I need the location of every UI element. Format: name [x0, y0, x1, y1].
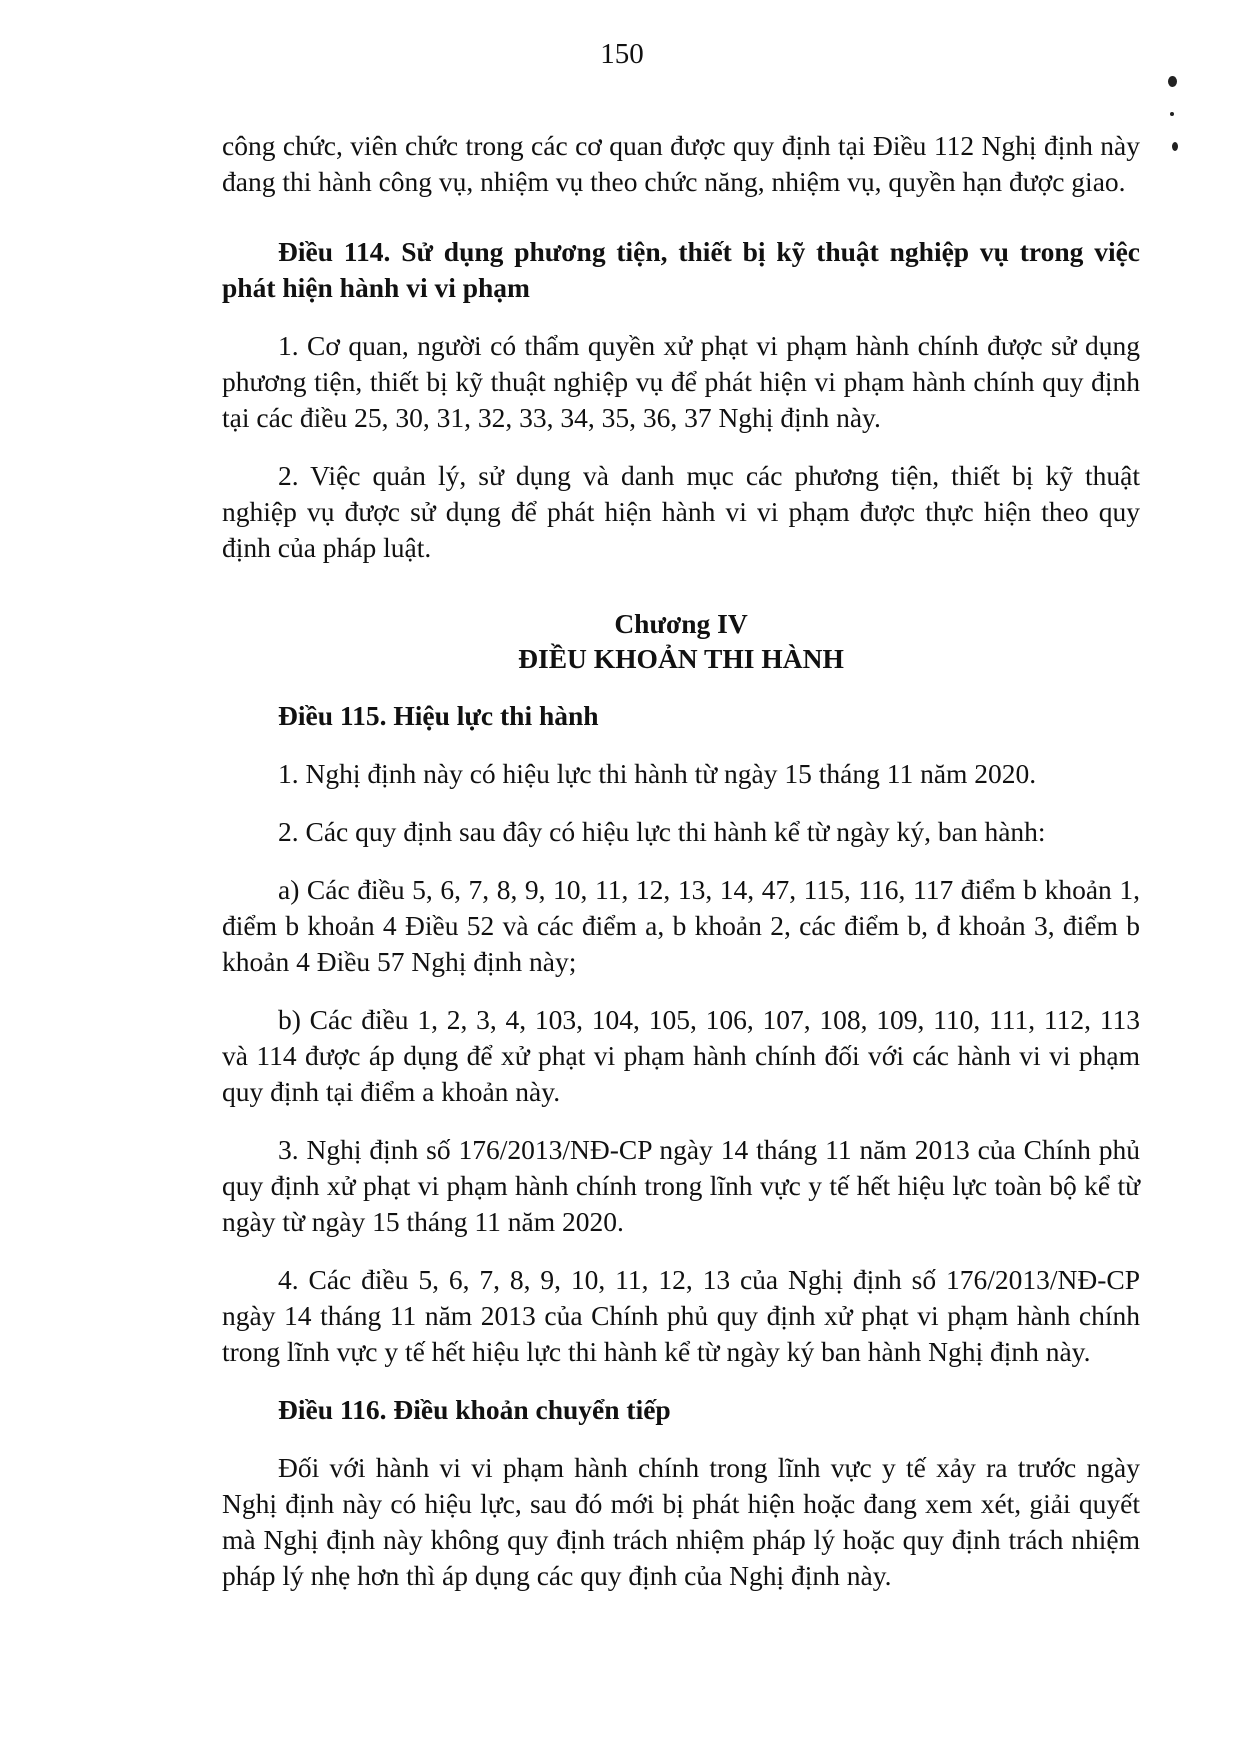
article-115-clause-4: 4. Các điều 5, 6, 7, 8, 9, 10, 11, 12, 13 của Nghị định số 176/2013/NĐ-CP ngày 14 tháng 11 năm 2013 của Chính phủ quy định xử phạt vi phạm hành chính trong lĩnh vực y tế hết hiệu lực thi hành kể từ ngày ký ban hành Nghị định này. [222, 1264, 1140, 1367]
article-115-clause-2: 2. Các quy định sau đây có hiệu lực thi hành kể từ ngày ký, ban hành: [278, 816, 1046, 847]
chapter-title: ĐIỀU KHOẢN THI HÀNH [518, 643, 844, 674]
paragraph-continuation: công chức, viên chức trong các cơ quan được quy định tại Điều 112 Nghị định này đang thi hành công vụ, nhiệm vụ theo chức năng, nhiệm vụ, quyền hạn được giao. [222, 130, 1140, 197]
article-114-clause-2: 2. Việc quản lý, sử dụng và danh mục các phương tiện, thiết bị kỹ thuật nghiệp vụ được sử dụng để phát hiện hành vi vi phạm được thực hiện theo quy định của pháp luật. [222, 460, 1140, 563]
scan-speck [1170, 112, 1174, 116]
article-115-heading: Điều 115. Hiệu lực thi hành [278, 700, 599, 731]
article-115-clause-2a: a) Các điều 5, 6, 7, 8, 9, 10, 11, 12, 13, 14, 47, 115, 116, 117 điểm b khoản 1, điểm b khoản 4 Điều 52 và các điểm a, b khoản 2, các điểm b, đ khoản 3, điểm b khoản 4 Điều 57 Nghị định này; [222, 874, 1140, 977]
article-115-clause-1: 1. Nghị định này có hiệu lực thi hành từ ngày 15 tháng 11 năm 2020. [278, 758, 1037, 789]
chapter-label: Chương IV [614, 608, 748, 639]
document-body [222, 128, 1140, 1594]
article-114-clause-1: 1. Cơ quan, người có thẩm quyền xử phạt vi phạm hành chính được sử dụng phương tiện, thiết bị kỹ thuật nghiệp vụ để phát hiện vi phạm hành chính quy định tại các điều 25, 30, 31, 32, 33, 34, 35, 36, 37 Nghị định này. [222, 330, 1140, 433]
article-115-clause-3: 3. Nghị định số 176/2013/NĐ-CP ngày 14 tháng 11 năm 2013 của Chính phủ quy định xử phạt vi phạm hành chính trong lĩnh vực y tế hết hiệu lực toàn bộ kể từ ngày từ ngày 15 tháng 11 năm 2020. [222, 1134, 1140, 1237]
page-number: 150 [600, 38, 644, 70]
article-114-heading: Điều 114. Sử dụng phương tiện, thiết bị kỹ thuật nghiệp vụ trong việc phát hiện hành vi vi phạm [222, 236, 1140, 303]
scan-speck [1168, 76, 1177, 87]
article-116-body: Đối với hành vi vi phạm hành chính trong lĩnh vực y tế xảy ra trước ngày Nghị định này có hiệu lực, sau đó mới bị phát hiện hoặc đang xem xét, giải quyết mà Nghị định này không quy định trách nhiệm pháp lý hoặc quy định trách nhiệm pháp lý nhẹ hơn thì áp dụng các quy định của Nghị định này. [222, 1452, 1140, 1591]
article-115-clause-2b: b) Các điều 1, 2, 3, 4, 103, 104, 105, 106, 107, 108, 109, 110, 111, 112, 113 và 114 được áp dụng để xử phạt vi phạm hành chính đối với các hành vi vi phạm quy định tại điểm a khoản này. [222, 1004, 1140, 1107]
scan-speck [1172, 142, 1178, 151]
article-116-heading: Điều 116. Điều khoản chuyển tiếp [278, 1394, 671, 1425]
